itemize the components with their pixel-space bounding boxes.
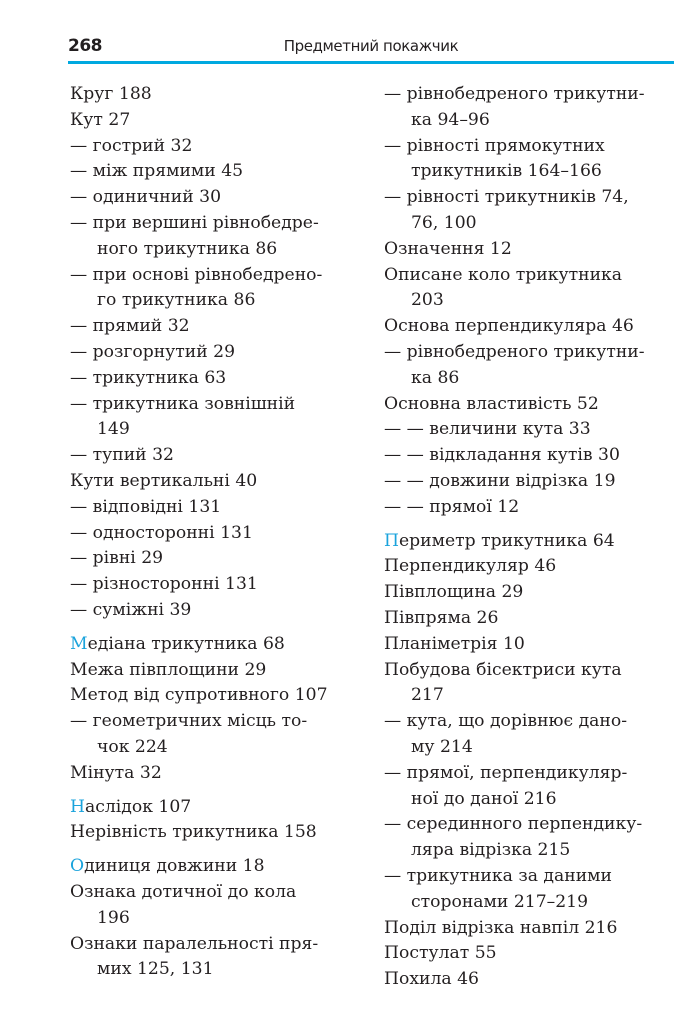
section-letter: Н (70, 796, 85, 817)
index-entry (384, 417, 684, 443)
index-entry (70, 340, 370, 366)
index-entry (384, 134, 684, 186)
entry-text: — — прямої 12 (384, 496, 520, 517)
entry-text: едіана трикутника 68 (87, 633, 285, 654)
index-entry (70, 495, 370, 521)
entry-line: му 214 (411, 736, 473, 757)
entry-line: — рівнобедреного трикутни- (384, 341, 645, 362)
entry-text: — різносторонні 131 (70, 574, 258, 595)
entry-text: Кут 27 (70, 109, 131, 130)
index-entry (384, 941, 684, 967)
index-entry (70, 546, 370, 572)
section-letter: П (384, 530, 399, 551)
entry-text: Нерівність трикутника 158 (70, 822, 317, 843)
entry-line: ка 94–96 (411, 109, 490, 130)
entry-line: ної до даної 216 (411, 788, 557, 809)
index-entry (70, 263, 370, 315)
index-entry (70, 683, 370, 709)
entry-text: Планіметрія 10 (384, 633, 525, 654)
index-entry (70, 211, 370, 263)
index-entry (70, 392, 370, 444)
index-entry (384, 916, 684, 942)
index-entry (384, 606, 684, 632)
entry-text: — — величини кута 33 (384, 419, 591, 440)
entry-text: ериметр трикутника 64 (399, 530, 615, 551)
index-entry (70, 572, 370, 598)
entry-line: ка 86 (411, 367, 460, 388)
entry-line: — трикутника за даними (384, 865, 612, 886)
index-entry (70, 880, 370, 932)
index-entry (70, 658, 370, 684)
index-entry (384, 314, 684, 340)
index-entry (384, 761, 684, 813)
entry-text: — суміжні 39 (70, 599, 192, 620)
entry-line: — при вершині рівнобедре- (70, 212, 319, 233)
index-entry (70, 521, 370, 547)
entry-text: Похила 46 (384, 969, 479, 990)
index-entry (70, 709, 370, 761)
index-entry (70, 443, 370, 469)
section-letter: М (70, 633, 88, 654)
entry-text: Основна властивість 52 (384, 393, 599, 414)
index-entry (384, 580, 684, 606)
entry-text: — — довжини відрізка 19 (384, 470, 616, 491)
entry-text: Кути вертикальні 40 (70, 470, 258, 491)
index-entry (70, 469, 370, 495)
index-entry (384, 632, 684, 658)
index-entry (70, 598, 370, 624)
entry-text: Мінута 32 (70, 762, 162, 783)
index-entry (384, 864, 684, 916)
entry-line: го трикутника 86 (97, 290, 256, 311)
section-letter: О (70, 856, 85, 877)
index-entry (384, 185, 684, 237)
entry-text: — розгорнутий 29 (70, 341, 236, 362)
index-entry (384, 443, 684, 469)
entry-line: 217 (411, 685, 444, 706)
index-entry (384, 263, 684, 315)
entry-line: — кута, що дорівнює дано- (384, 711, 628, 732)
index-entry (70, 82, 370, 108)
index-entry (70, 632, 370, 658)
index-entry (384, 340, 684, 392)
entry-line: — трикутника зовнішній (70, 393, 296, 414)
entry-text: — відповідні 131 (70, 496, 222, 517)
section-gap (70, 787, 370, 795)
entry-text: Круг 188 (70, 84, 152, 104)
entry-line: — рівнобедреного трикутни- (384, 84, 645, 104)
entry-text: — між прямими 45 (70, 161, 244, 182)
index-entry (70, 314, 370, 340)
entry-line: 149 (97, 419, 130, 440)
entry-line: Ознака дотичної до кола (70, 881, 297, 902)
entry-line: трикутників 164–166 (411, 161, 602, 182)
running-title: Предметний покажчик (283, 37, 459, 55)
entry-text: Півпряма 26 (384, 607, 499, 628)
entry-line: 196 (97, 907, 130, 928)
entry-text: Метод від супротивного 107 (70, 685, 328, 706)
index-entry (384, 812, 684, 864)
entry-line: 203 (411, 290, 444, 311)
entry-text: — гострий 32 (70, 135, 193, 156)
entry-text: — рівні 29 (70, 548, 164, 569)
index-entry (384, 469, 684, 495)
index-entry (384, 529, 684, 555)
entry-line: 76, 100 (411, 212, 477, 233)
index-entry (70, 159, 370, 185)
entry-text: Півплощина 29 (384, 582, 524, 603)
entry-text: Перпендикуляр 46 (384, 556, 557, 577)
entry-text: Межа півплощини 29 (70, 659, 267, 680)
index-entry (70, 820, 370, 846)
page-number: 268 (68, 36, 102, 56)
entry-line: — при основі рівнобедрено- (70, 264, 323, 285)
entry-line: — рівності трикутників 74, (384, 187, 629, 208)
entry-line: Побудова бісектриси кута (384, 659, 622, 680)
entry-line: чок 224 (97, 736, 168, 757)
entry-line: — геометричних місць то- (70, 711, 308, 732)
index-entry (384, 237, 684, 263)
index-entry (70, 761, 370, 787)
index-entry (70, 795, 370, 821)
index-entry (384, 554, 684, 580)
index-entry (70, 185, 370, 211)
entry-line: — прямої, перпендикуляр- (384, 762, 628, 783)
index-entry (384, 495, 684, 521)
entry-text: — одиничний 30 (70, 187, 222, 208)
index-column-left (70, 82, 370, 983)
entry-text: диниця довжини 18 (84, 856, 265, 877)
index-entry (384, 658, 684, 710)
entry-text: — — відкладання кутів 30 (384, 445, 620, 466)
section-gap (70, 846, 370, 854)
entry-text: — трикутника 63 (70, 367, 227, 388)
index-entry (70, 108, 370, 134)
page-header (68, 34, 674, 64)
entry-text: — тупий 32 (70, 445, 174, 466)
entry-text: Основа перпендикуляра 46 (384, 316, 634, 337)
entry-line: Описане коло трикутника (384, 264, 623, 285)
index-entry (384, 82, 684, 134)
entry-text: — односторонні 131 (70, 522, 253, 543)
index-entry (70, 134, 370, 160)
entry-line: ляра відрізка 215 (411, 840, 571, 861)
entry-line: — рівності прямокутних (384, 135, 605, 156)
section-gap (70, 624, 370, 632)
index-entry (384, 709, 684, 761)
header-rule (68, 61, 674, 64)
entry-text: Означення 12 (384, 238, 512, 259)
entry-text: Постулат 55 (384, 943, 497, 964)
entry-text: Поділ відрізка навпіл 216 (384, 917, 618, 938)
entry-line: — серединного перпендику- (384, 814, 643, 835)
entry-line: ного трикутника 86 (97, 238, 278, 259)
index-entry (70, 932, 370, 984)
index-entry (70, 854, 370, 880)
entry-text: аслідок 107 (85, 796, 192, 817)
index-entry (384, 967, 684, 993)
index-entry (384, 392, 684, 418)
entry-line: Ознаки паралельності пря- (70, 933, 319, 954)
section-gap (384, 521, 684, 529)
entry-line: мих 125, 131 (97, 959, 214, 980)
entry-line: сторонами 217–219 (411, 891, 589, 912)
entry-text: — прямий 32 (70, 316, 190, 337)
index-entry (70, 366, 370, 392)
index-column-right (384, 82, 684, 993)
